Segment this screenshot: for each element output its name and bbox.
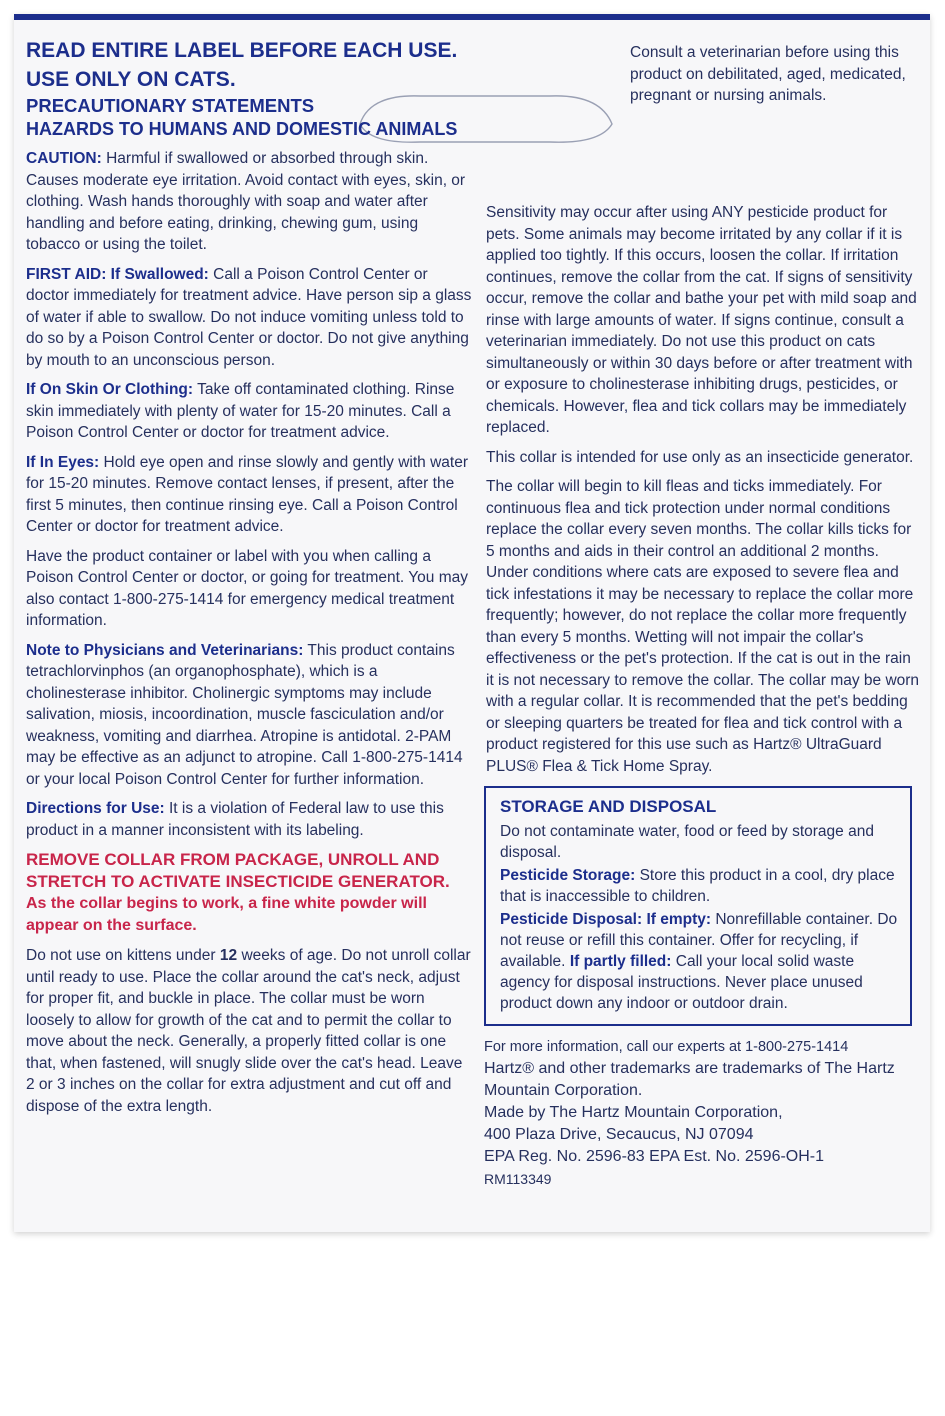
kittens-paragraph — [26, 945, 472, 1117]
vet-paragraph: Consult a veterinarian before using this product on debilitated, aged, medicated, pregnant or nursing animals. — [630, 44, 906, 104]
eyes-paragraph — [26, 452, 472, 538]
trademark-line: Hartz® and other trademarks are trademarks of The Hartz Mountain Corporation. — [484, 1060, 895, 1099]
directions-text: It is a violation of Federal law to use this product in a manner inconsistent with its labeling. — [26, 800, 444, 839]
storage-disposal-box — [484, 786, 912, 1026]
partly-filled-text: Call your local solid waste agency for disposal instructions. Never place unused product down any indoor or outdoor drain. — [500, 953, 863, 1012]
footer-info — [484, 1036, 920, 1190]
disposal-paragraph — [500, 909, 898, 1014]
right-top-column — [630, 42, 920, 115]
info-line: For more information, call our experts at 1-800-275-1414 — [484, 1039, 849, 1055]
skin-text: Take off contaminated clothing. Rinse skin immediately with plenty of water for 15-20 minutes. Call a Poison Control Center or doctor for treatment advice. — [26, 381, 455, 441]
reflection-fade — [0, 1238, 945, 1416]
physicians-text: This product contains tetrachlorvinphos (an organophosphate), which is a cholinesterase inhibitor. Cholinergic symptoms may include salivation, miosis, incoordination, muscle fasciculation and/or weakness, vomiting and diarrhea. Atropine is antidotal. 2-PAM may be effective as an adjunct to atropine. Call 1-800-275-1414 or your local Poison Control Center for further information. — [26, 641, 463, 788]
disposal-text: Nonrefillable container. Do not reuse or refill this container. Offer for recycling, if available. — [500, 911, 898, 970]
hazards-heading: HAZARDS TO HUMANS AND DOMESTIC ANIMALS — [26, 119, 458, 139]
epa-line: EPA Reg. No. 2596-83 EPA Est. No. 2596-OH-1 — [484, 1148, 825, 1165]
storage-text: Store this product in a cool, dry place that is inaccessible to children. — [500, 867, 895, 905]
made-by-line: Made by The Hartz Mountain Corporation, — [484, 1104, 783, 1121]
container-paragraph: Have the product container or label with you when calling a Poison Control Center or doctor, or going for treatment. You may also contact 1-800-275-1414 for emergency medical treatment information. — [26, 547, 468, 629]
white-powder-note: As the collar begins to work, a fine white powder will appear on the surface. — [26, 895, 427, 934]
first-aid-paragraph — [26, 264, 472, 372]
caution-text: Harmful if swallowed or absorbed through skin. Causes moderate eye irritation. Avoid contact with eyes, skin, or clothing. Wash hands thoroughly with soap and water after handling and before eating, drinking, chewing gum, using tobacco or using the toilet. — [26, 150, 466, 253]
directions-label: Directions for Use: — [26, 800, 165, 817]
skin-paragraph — [26, 379, 472, 444]
storage-title: STORAGE AND DISPOSAL — [500, 797, 717, 816]
left-column — [26, 36, 472, 1125]
read-label-heading: READ ENTIRE LABEL BEFORE EACH USE. — [26, 39, 458, 62]
eyes-label: If In Eyes: — [26, 453, 100, 471]
disposal-label: Pesticide Disposal: If empty: — [500, 911, 712, 928]
kittens-pre: Do not use on kittens under — [26, 947, 216, 964]
precautionary-heading: PRECAUTIONARY STATEMENTS — [26, 95, 315, 116]
code-line: RM113349 — [484, 1171, 552, 1187]
kittens-weeks: 12 — [219, 947, 238, 964]
first-aid-label: FIRST AID: If Swallowed: — [26, 265, 209, 283]
product-label-back — [14, 14, 930, 1232]
generator-paragraph: This collar is intended for use only as an insecticide generator. — [486, 448, 914, 466]
right-column — [486, 202, 922, 785]
storage-paragraph — [500, 865, 898, 907]
cats-only-heading: USE ONLY ON CATS. — [26, 68, 236, 91]
eyes-text: Hold eye open and rinse slowly and gently with water for 15-20 minutes. Remove contact lenses, if present, after the first 5 minutes, then continue rinsing eye. Call a Poison Control Center or doctor for treatment advice. — [26, 453, 468, 535]
storage-intro: Do not contaminate water, food or feed by storage and disposal. — [500, 823, 874, 861]
caution-label: CAUTION: — [26, 150, 102, 167]
partly-filled-label: If partly filled: — [569, 953, 672, 970]
sensitivity-paragraph: Sensitivity may occur after using ANY pesticide product for pets. Some animals may become irritated by any collar if it is applied too tightly. If this occurs, loosen the collar. If irritation continues, remove the collar from the cat. If signs of sensitivity occur, remove the collar and bathe your pet with mild soap and rinse with large amounts of water. If signs continue, consult a veterinarian immediately. Do not use this product on cats simultaneously or within 30 days before or after treatment with or exposure to cholinesterase inhibiting drugs, pesticides, or chemicals. However, flea and tick collars may be immediately replaced. — [486, 204, 917, 436]
kill-paragraph: The collar will begin to kill fleas and ticks immediately. For continuous flea and tick protection under normal conditions replace the collar every seven months. The collar kills ticks for 5 months and aids in their control an additional 2 months. Under conditions where cats are exposed to severe flea and tick infestations it may be necessary to replace the collar more frequently; however, do not replace the collar more frequently than every 5 months. Wetting will not impair the collar's effectiveness or the pet's protection. If the cat is out in the rain it is not necessary to remove the collar. The collar may be worn with a regular collar. It is recommended that the pet's bedding or sleeping quarters be treated for flea and tick control with a product registered for this use such as Hartz® UltraGuard PLUS® Flea & Tick Home Spray. — [486, 478, 920, 775]
kittens-text: weeks of age. Do not unroll collar until ready to use. Place the collar around the cat's neck, adjust for proper fit, and buckle in place. The collar must be worn loosely to allow for growth of the cat and to permit the collar to move about the neck. Generally, a properly fitted collar is one that, when fastened, will snugly slide over the cat's head. Leave 2 or 3 inches on the collar for extra adjustment and cut off and dispose of the extra length. — [26, 947, 471, 1115]
storage-label: Pesticide Storage: — [500, 867, 636, 884]
caution-paragraph — [26, 148, 472, 256]
first-aid-text: Call a Poison Control Center or doctor immediately for treatment advice. Have person sip a glass of water if able to swallow. Do not induce vomiting unless told to do so by a Poison Control Center or doctor. Do not give anything by mouth to an unconscious person. — [26, 265, 472, 369]
remove-collar-warning: REMOVE COLLAR FROM PACKAGE, UNROLL AND STRETCH TO ACTIVATE INSECTICIDE GENERATOR. — [26, 850, 450, 891]
address-line: 400 Plaza Drive, Secaucus, NJ 07094 — [484, 1126, 754, 1143]
physicians-label: Note to Physicians and Veterinarians: — [26, 641, 304, 659]
directions-paragraph — [26, 798, 472, 841]
skin-label: If On Skin Or Clothing: — [26, 381, 194, 398]
physicians-paragraph — [26, 640, 472, 791]
